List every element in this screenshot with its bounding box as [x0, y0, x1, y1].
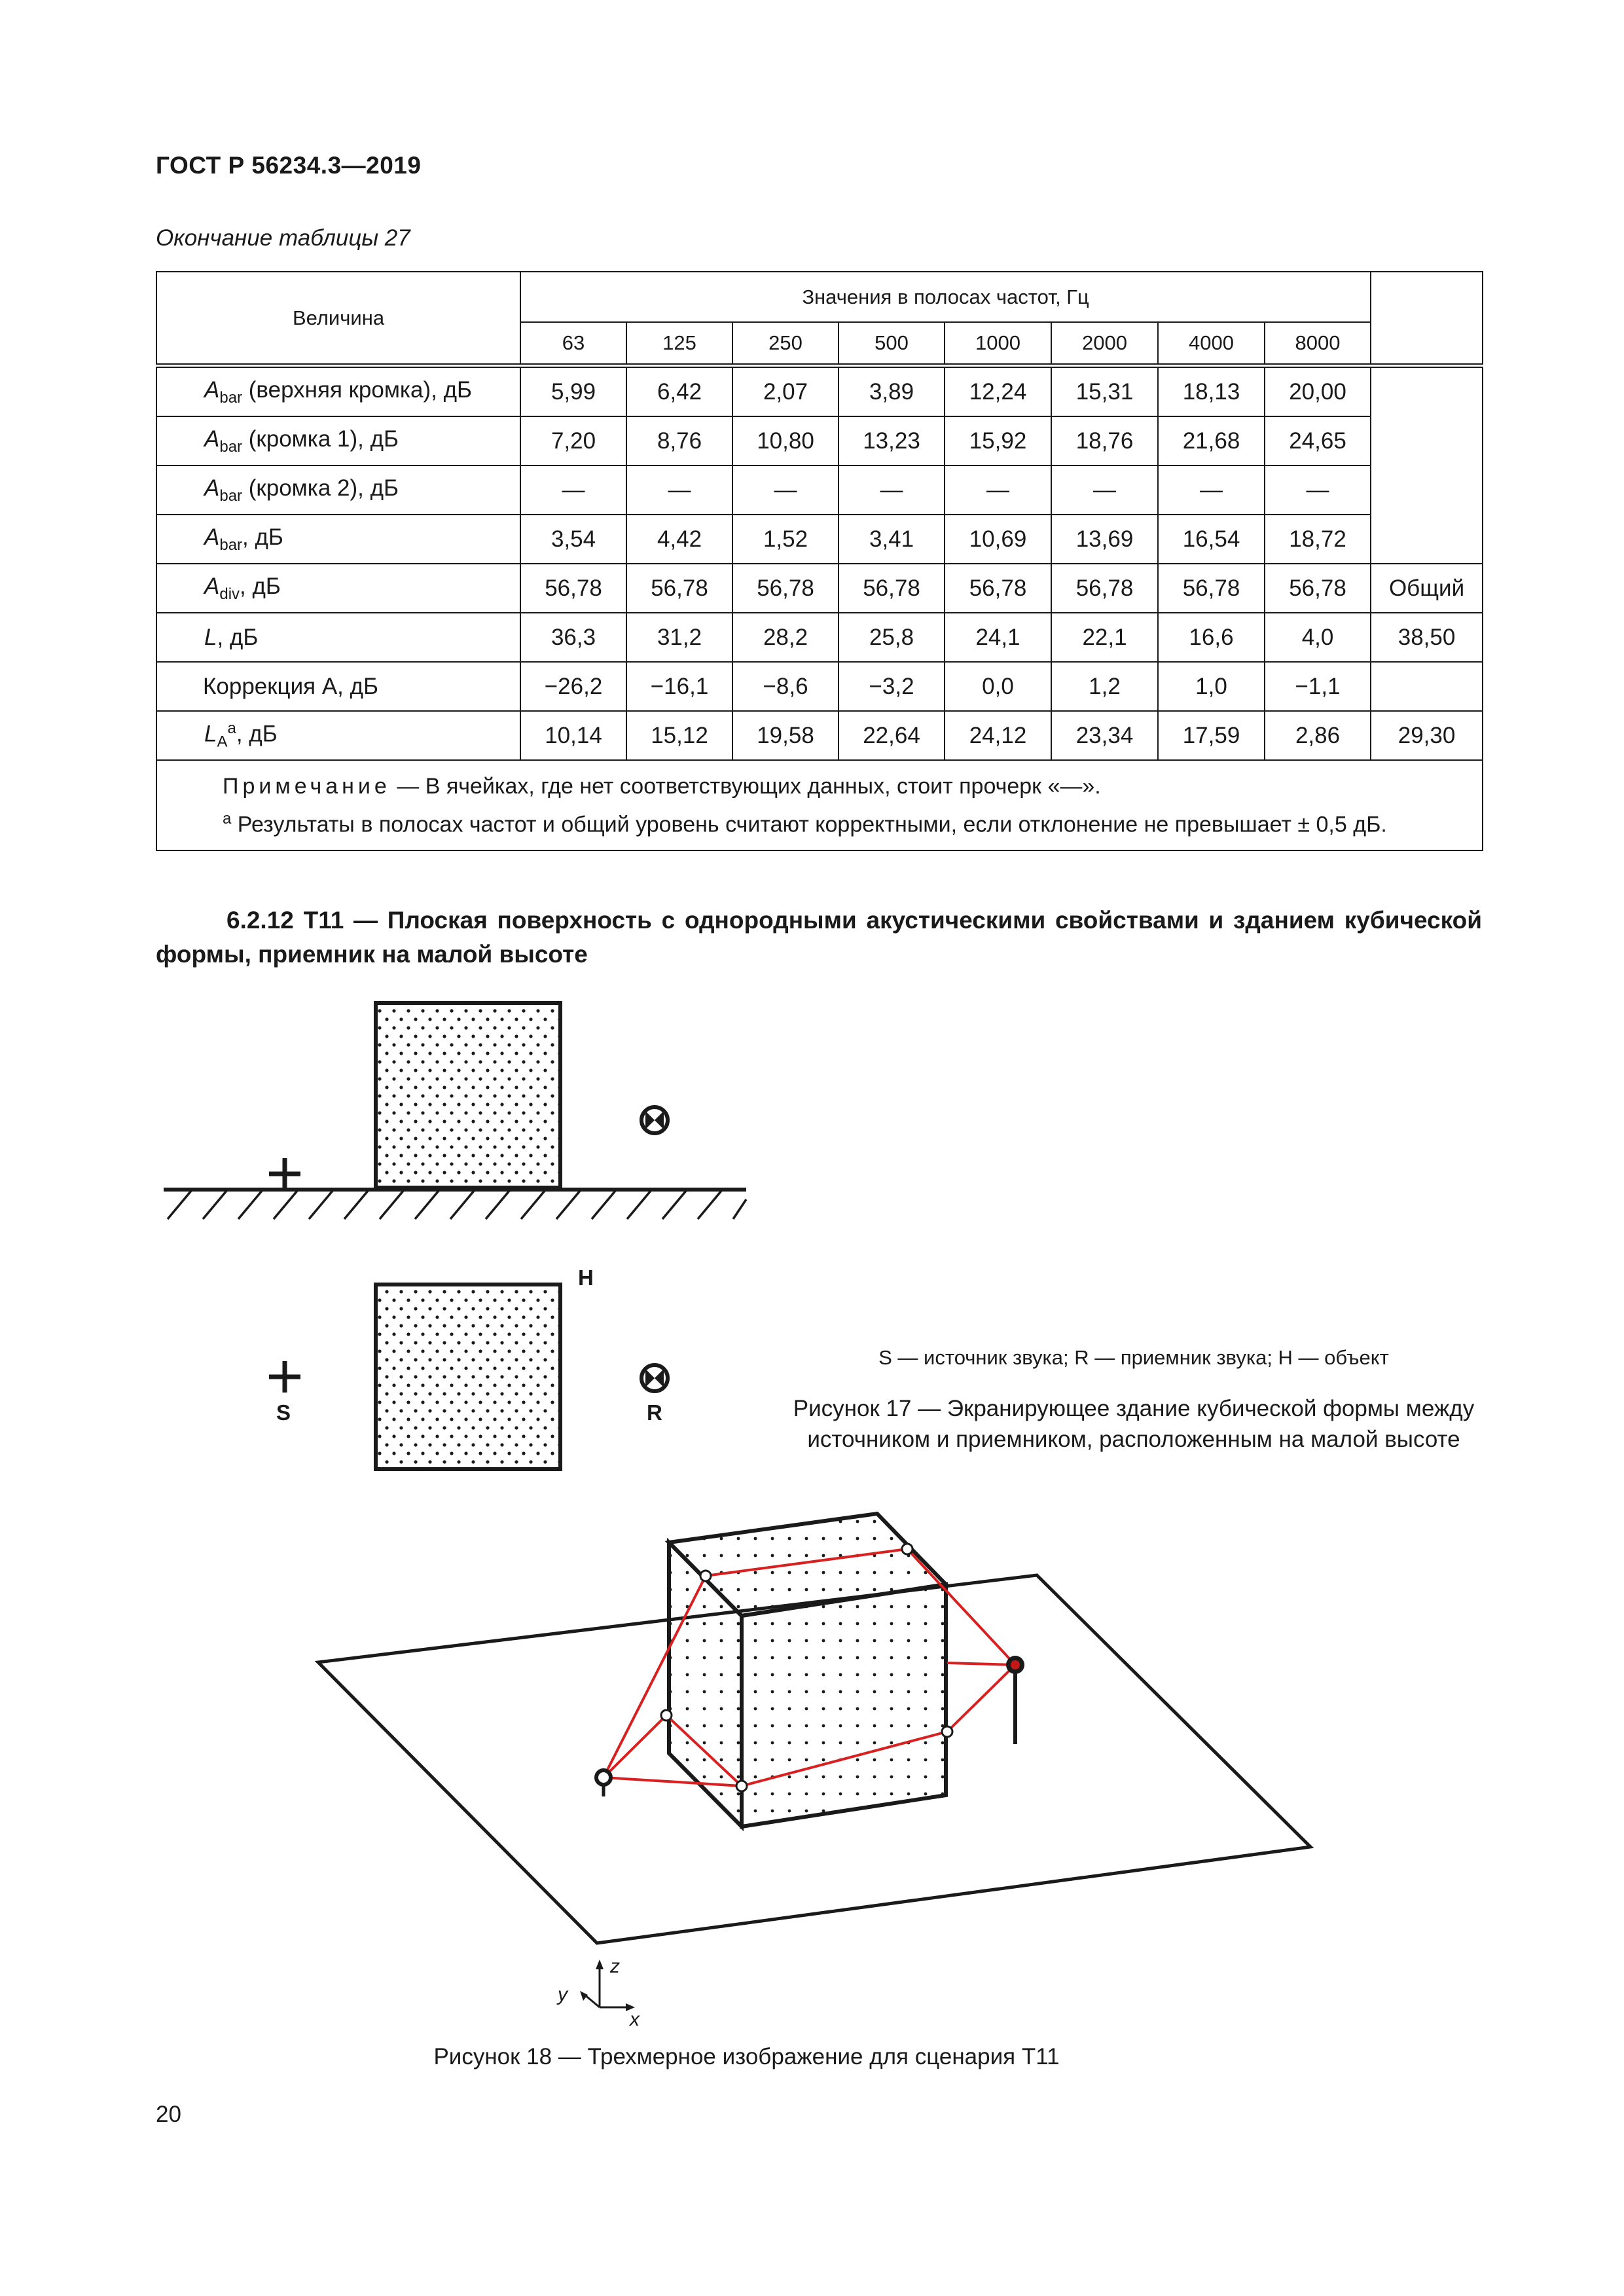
note-text: — В ячейках, где нет соответствующих данных, стоит прочерк «—». — [390, 774, 1101, 799]
row-label: L, дБ — [156, 613, 520, 662]
freq-8000: 8000 — [1265, 322, 1371, 366]
figure17-legend: S — источник звука; R — приемник звука; H — объект — [878, 1346, 1389, 1369]
row-label: $A_{bar}$ (верхняя кромка), дБ — [156, 366, 520, 417]
total-cell: 29,30 — [1371, 711, 1483, 760]
section-heading: 6.2.12 T11 — Плоская поверхность с однородными акустическими свойствами и зданием кубической формы, приемник на малой высоте — [156, 907, 1482, 968]
label-r: R — [647, 1400, 662, 1425]
row-label: $A_{bar}$ (кромка 2), дБ — [156, 465, 520, 515]
table-row: $A_{bar}$ (кромка 1), дБ 7,20 8,76 10,80 13,23 15,92 18,76 21,68 24,65 — [156, 416, 1483, 465]
table-row: $A_{bar}$ (верхняя кромка), дБ 5,99 6,42 2,07 3,89 12,24 15,31 18,13 20,00 — [156, 366, 1483, 417]
receiver-marker-side — [641, 1107, 668, 1133]
freq-1000: 1000 — [945, 322, 1051, 366]
row-label: $A_{div}$, дБ — [156, 564, 520, 613]
total-cell: 38,50 — [1371, 613, 1483, 662]
document-header: ГОСТ Р 56234.3—2019 — [156, 152, 422, 179]
total-cell: Общий — [1371, 564, 1483, 613]
table-row: $A_{bar}$ (кромка 2), дБ — — — — — — — — — [156, 465, 1483, 515]
source-marker-top — [269, 1361, 300, 1393]
page-number: 20 — [156, 2102, 181, 2127]
row-label: $L_A^a$, дБ — [156, 711, 520, 760]
table-continuation-caption: Окончание таблицы 27 — [156, 225, 410, 251]
footnote-text: Результаты в полосах частот и общий уровень считают корректными, если отклонение не превышает ± 0,5 дБ. — [231, 812, 1387, 837]
row-label: $A_{bar}$, дБ — [156, 515, 520, 564]
building-side — [376, 1003, 560, 1188]
freq-250: 250 — [732, 322, 839, 366]
table-row: L, дБ 36,3 31,2 28,2 25,8 24,1 22,1 16,6 4,0 38,50 — [156, 613, 1483, 662]
fig17-side-view — [164, 1003, 746, 1219]
receiver-marker-top — [641, 1365, 668, 1391]
table-row: Коррекция А, дБ −26,2 −16,1 −8,6 −3,2 0,0 1,2 1,0 −1,1 — [156, 662, 1483, 711]
figure18-caption: Рисунок 18 — Трехмерное изображение для сценария T11 — [433, 2044, 1060, 2069]
label-h: H — [578, 1266, 594, 1290]
label-s: S — [276, 1400, 291, 1425]
freq-125: 125 — [626, 322, 732, 366]
quantity-header: Величина — [156, 272, 520, 366]
axis-y-label: y — [558, 1984, 568, 2005]
row-label: $A_{bar}$ (кромка 1), дБ — [156, 416, 520, 465]
frequency-header: Значения в полосах частот, Гц — [520, 272, 1371, 322]
axis-x-label: x — [630, 2009, 640, 2030]
freq-500: 500 — [839, 322, 945, 366]
axes-icon — [580, 1959, 635, 2011]
note-word: Примечание — [223, 774, 391, 799]
fig17-top-view — [269, 1266, 668, 1469]
row-label: Коррекция А, дБ — [156, 662, 520, 711]
axis-z-label: z — [610, 1956, 620, 1977]
building-top — [376, 1285, 560, 1469]
cube-front-face — [742, 1584, 946, 1827]
fig18-3d-view — [318, 1514, 1310, 2030]
table-row: $L_A^a$, дБ 10,14 15,12 19,58 22,64 24,12 23,34 17,59 2,86 29,30 — [156, 711, 1483, 760]
footnote-mark: a — [223, 810, 232, 828]
freq-2000: 2000 — [1051, 322, 1158, 366]
ground-hatching — [168, 1191, 746, 1219]
figure17-caption: Рисунок 17 — Экранирующее здание кубической формы между источником и приемником, расположенным на малой высоте — [793, 1396, 1475, 1452]
freq-4000: 4000 — [1158, 322, 1265, 366]
table-row: $A_{div}$, дБ 56,78 56,78 56,78 56,78 56,78 56,78 56,78 56,78 Общий — [156, 564, 1483, 613]
source-marker-side — [269, 1158, 300, 1190]
table-row: $A_{bar}$, дБ 3,54 4,42 1,52 3,41 10,69 13,69 16,54 18,72 — [156, 515, 1483, 564]
freq-63: 63 — [520, 322, 626, 366]
